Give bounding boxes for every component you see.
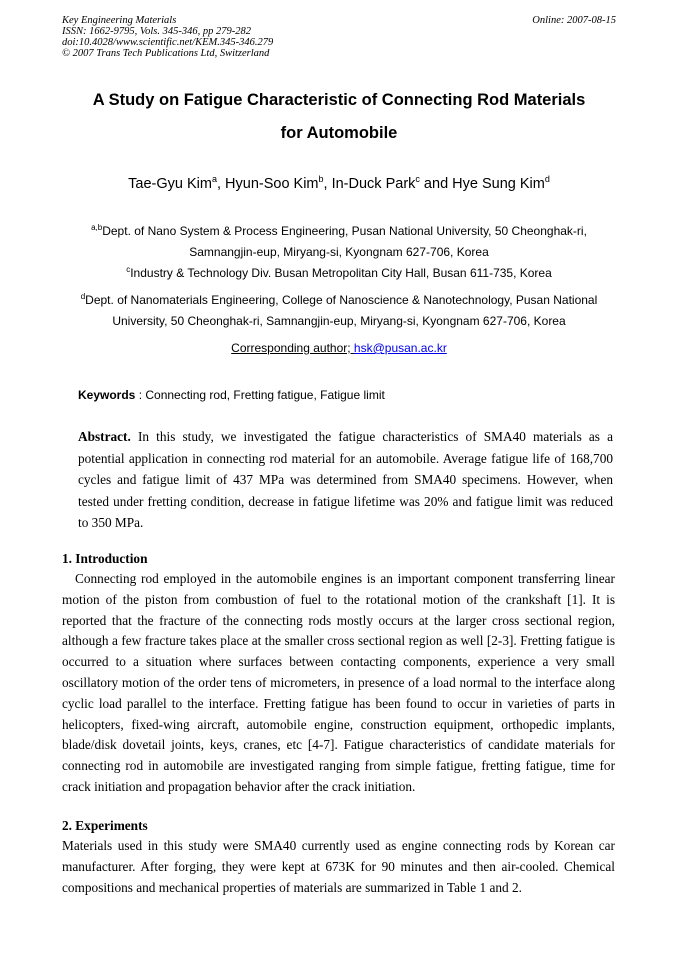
paper-title bbox=[40, 84, 638, 150]
introduction-paragraph bbox=[62, 569, 615, 798]
online-date: Online: 2007-08-15 bbox=[532, 15, 616, 26]
author-name: In-Duck Park bbox=[331, 176, 416, 192]
author-name: Hyun-Soo Kim bbox=[225, 176, 319, 192]
author-sup: d bbox=[544, 174, 550, 185]
doi-line: doi:10.4028/www.scientific.net/KEM.345-346.279 bbox=[62, 37, 274, 48]
author-separator: and bbox=[419, 176, 453, 192]
abstract-text: In this study, we investigated the fatigue characteristics of SMA40 materials as a potential application in connecting rod material for an automobile. Average fatigue life of 168,700 cycles and fatigue limit of 437 MPa was determined from SMA40 specimens. However, when tested under fretting condition, decrease in fatigue lifetime was 20% and fatigue limit was reduced to 350 MPa. bbox=[78, 429, 613, 530]
affiliation-sup: a,b bbox=[91, 223, 103, 232]
author-sup: c bbox=[415, 174, 420, 185]
author-separator: , bbox=[216, 176, 226, 192]
copyright-line: © 2007 Trans Tech Publications Ltd, Switzerland bbox=[62, 48, 270, 59]
affiliation-block-2 bbox=[40, 290, 638, 332]
author-list bbox=[40, 175, 638, 193]
keywords-text: : Connecting rod, Fretting fatigue, Fatigue limit bbox=[135, 388, 385, 402]
author-sup: b bbox=[318, 174, 324, 185]
affiliation-d-cont: University, 50 Cheonghak-ri, Samnangjin-eup, Miryang-si, Kyongnam 627-706, Korea bbox=[112, 314, 566, 328]
affiliation-sup: d bbox=[80, 292, 86, 301]
section-heading-experiments: 2. Experiments bbox=[62, 818, 148, 833]
author-name: Tae-Gyu Kim bbox=[128, 176, 212, 192]
affiliation-text: Industry & Technology Div. Busan Metropolitan City Hall, Busan 611-735, Korea bbox=[130, 266, 552, 280]
journal-name: Key Engineering Materials bbox=[62, 15, 177, 26]
author-name: Hye Sung Kim bbox=[452, 176, 545, 192]
abstract bbox=[78, 426, 613, 534]
abstract-label: Abstract. bbox=[78, 429, 131, 444]
affiliation-ab bbox=[40, 221, 638, 242]
affiliation-sup: c bbox=[126, 265, 131, 274]
introduction-text: Connecting rod employed in the automobile engines is an important component transferring linear motion of the piston from combustion of fuel to the rotational motion of the crankshaft [1]. It is reported that the fracture of the connecting rods mostly occurs at the larger cross sectional region, although a few fracture takes place at the smaller cross sectional region as well [2-3]. Fretting fatigue is occurred to a situation where surfaces between contacting components, experience a very small oscillatory motion of the order tens of micrometers, in presence of a load normal to the interface along cyclic load parallel to the interface. Fretting fatigue has been found to occur in varieties of parts in helicopters, fixed-wing aircraft, automobile engine, construction equipment, orthopedic implants, blade/disk dovetail joints, keys, cranes, etc [4-7]. Fatigue characteristics of candidate materials for connecting rod in automobile are investigated ranging from simple fatigue, fretting fatigue, time for crack initiation and propagation behavior after the crack initiation. bbox=[62, 571, 615, 794]
affiliation-text: Dept. of Nanomaterials Engineering, College of Nanoscience & Nanotechnology, Pusan National bbox=[85, 293, 598, 307]
keywords-label: Keywords bbox=[78, 388, 136, 402]
journal-header bbox=[62, 15, 273, 59]
author-separator: , bbox=[323, 176, 332, 192]
affiliation-text: Dept. of Nano System & Process Engineering, Pusan National University, 50 Cheonghak-ri, bbox=[102, 224, 587, 238]
corresponding-label: Corresponding author; bbox=[231, 341, 354, 355]
section-heading-introduction: 1. Introduction bbox=[62, 551, 148, 566]
keywords bbox=[78, 386, 618, 404]
affiliation-c bbox=[40, 263, 638, 284]
corresponding-author bbox=[40, 339, 638, 357]
affiliation-block-1 bbox=[40, 221, 638, 284]
affiliation-d bbox=[40, 290, 638, 311]
title-line-2: for Automobile bbox=[280, 124, 398, 142]
email-link[interactable]: hsk@pusan.ac.kr bbox=[353, 341, 447, 355]
affiliation-ab-cont: Samnangjin-eup, Miryang-si, Kyongnam 627-706, Korea bbox=[189, 245, 489, 259]
author-sup: a bbox=[211, 174, 217, 185]
title-line-1: A Study on Fatigue Characteristic of Connecting Rod Materials bbox=[92, 91, 586, 109]
issn-line: ISSN: 1662-9795, Vols. 345-346, pp 279-282 bbox=[62, 26, 251, 37]
experiments-paragraph: Materials used in this study were SMA40 currently used as engine connecting rods by Korean car manufacturer. After forging, they were kept at 673K for 90 minutes and then air-cooled. Chemical compositions and mechanical properties of materials are summarized in Table 1 and 2. bbox=[62, 838, 615, 895]
